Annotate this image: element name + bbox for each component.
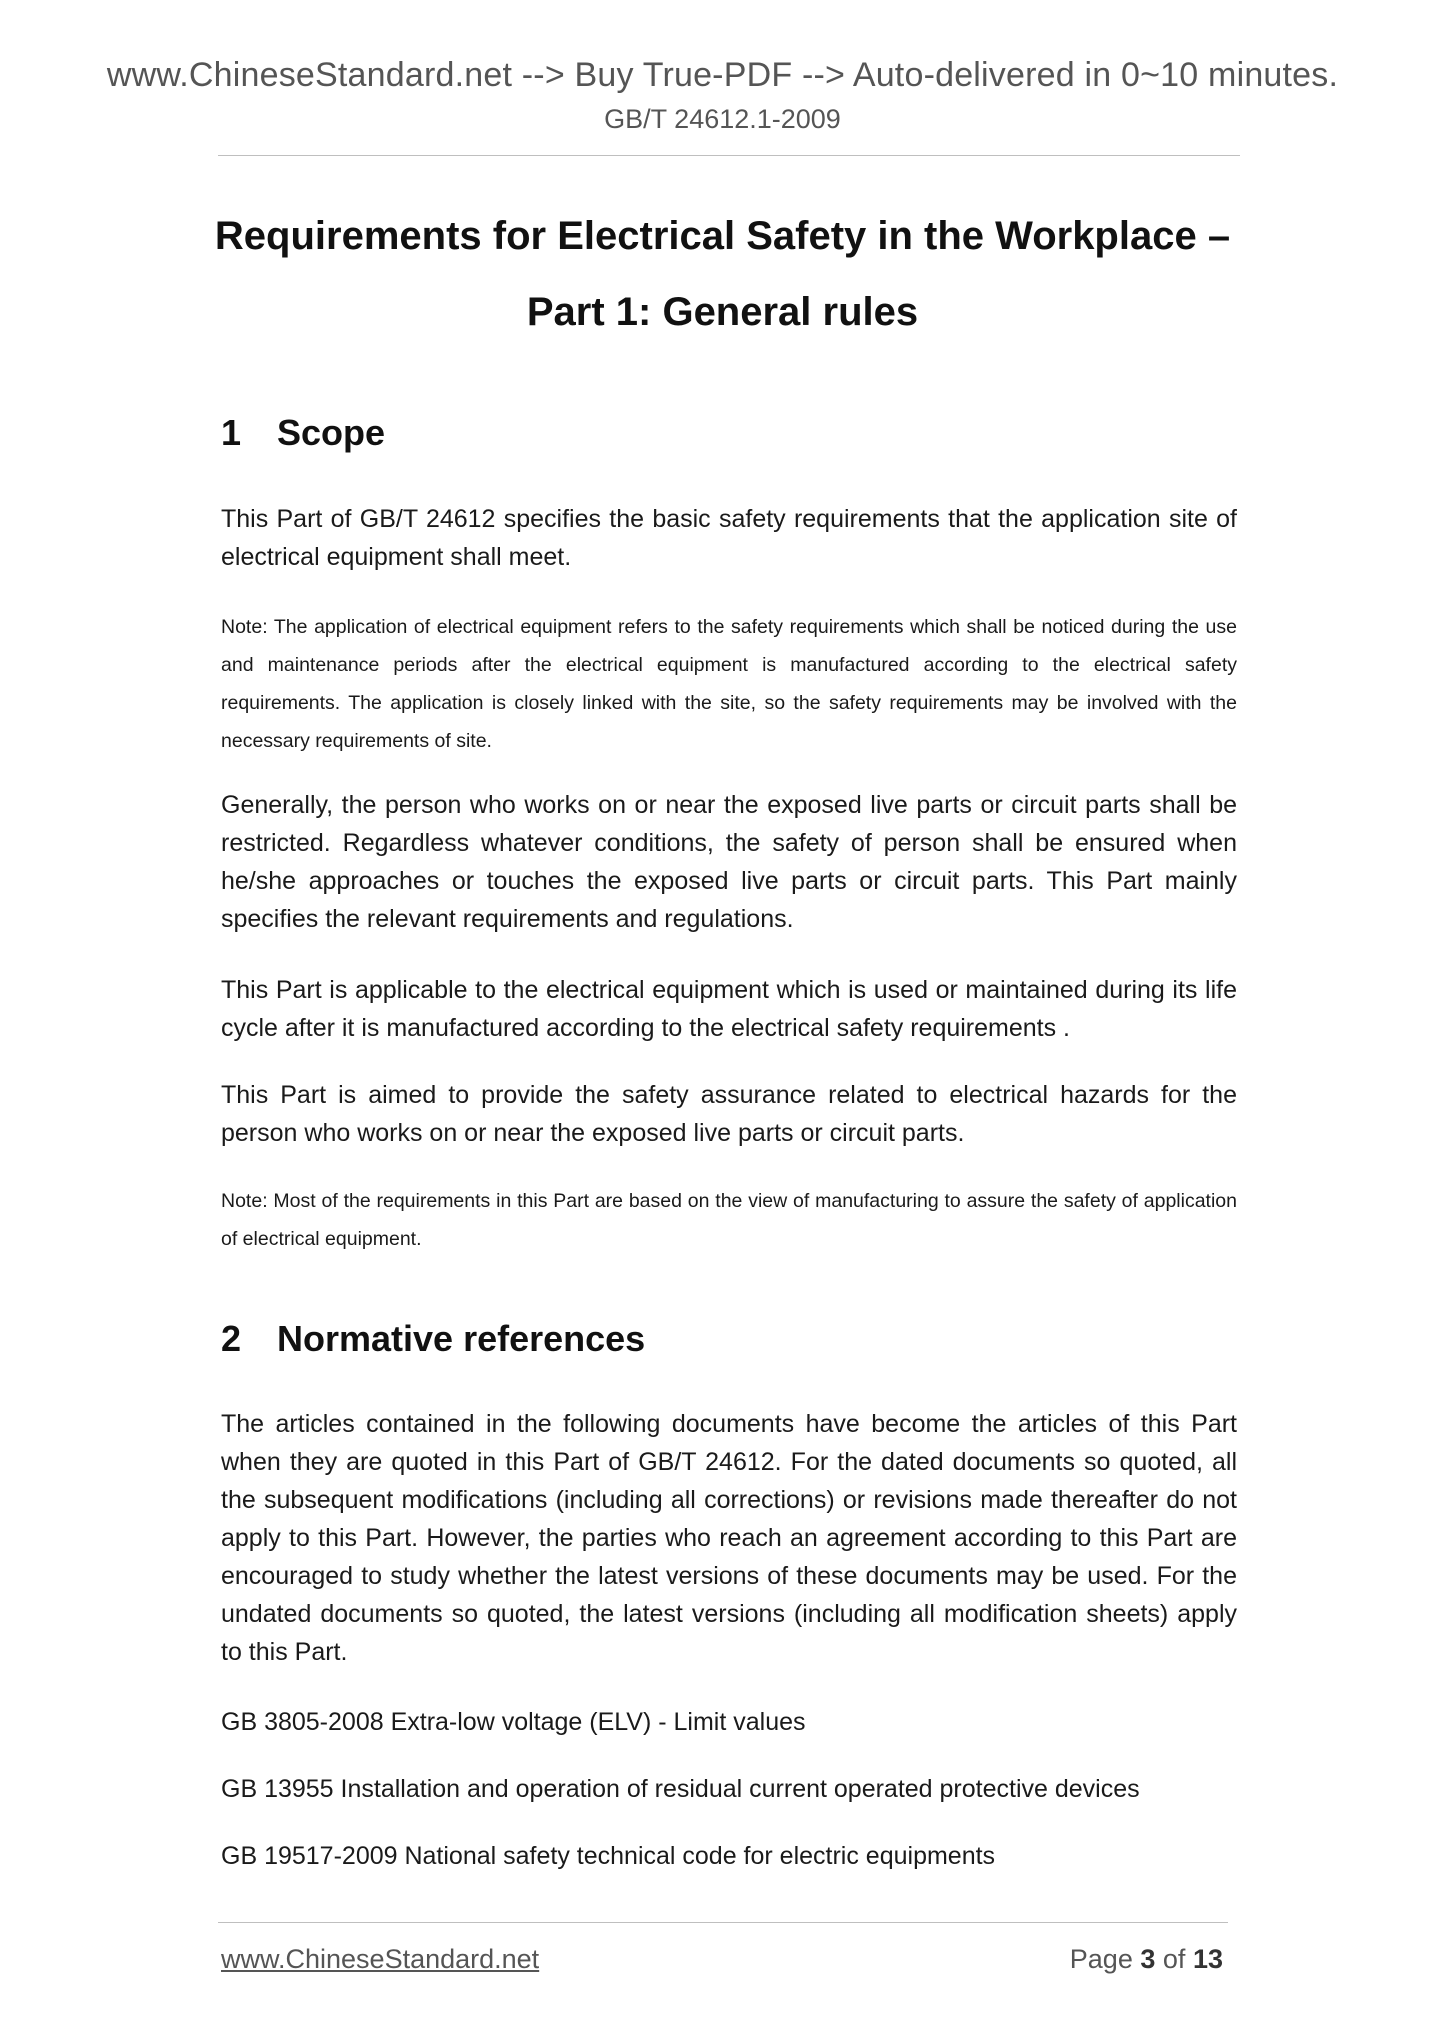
footer-website-link[interactable]: www.ChineseStandard.net bbox=[221, 1944, 540, 1974]
reference-item: GB 3805-2008 Extra-low voltage (ELV) - Limit values bbox=[221, 1708, 806, 1736]
section-1-number: 1 bbox=[221, 412, 242, 453]
scope-paragraph-3: This Part is applicable to the electrical equipment which is used or maintained during its life cycle after it is manufactured according to the electrical safety requirements . bbox=[221, 976, 1237, 1042]
page-indicator bbox=[1070, 1944, 1223, 1975]
footer-divider bbox=[218, 1922, 1228, 1923]
header-standard-code: GB/T 24612.1-2009 bbox=[604, 104, 841, 134]
section-2-heading bbox=[221, 1318, 645, 1360]
scope-note-2: Note: Most of the requirements in this Part are based on the view of manufacturing to assure the safety of application of electrical equipment. bbox=[221, 1190, 1237, 1250]
page-label: Page bbox=[1069, 1944, 1133, 1974]
document-title-line2: Part 1: General rules bbox=[526, 290, 919, 334]
header-divider bbox=[218, 155, 1240, 156]
section-2-title: Normative references bbox=[277, 1318, 646, 1359]
scope-paragraph-1: This Part of GB/T 24612 specifies the basic safety requirements that the application site of electrical equipment shall meet. bbox=[221, 505, 1237, 571]
section-2-number: 2 bbox=[221, 1318, 242, 1359]
total-pages-number: 13 bbox=[1192, 1944, 1223, 1974]
section-1-heading bbox=[221, 412, 385, 454]
normative-references-paragraph: The articles contained in the following documents have become the articles of this Part when they are quoted in this Part of GB/T 24612. For the dated documents so quoted, all the subsequent modifications (including all corrections) or revisions made thereafter do not apply to this Part. However, the parties who reach an agreement according to this Part are encouraged to study whether the latest versions of these documents may be used. For the undated documents so quoted, the latest versions (including all modification sheets) apply to this Part. bbox=[221, 1410, 1237, 1666]
reference-item: GB 13955 Installation and operation of residual current operated protective devices bbox=[221, 1775, 1140, 1803]
document-title-line1: Requirements for Electrical Safety in the Workplace – bbox=[214, 214, 1231, 258]
scope-paragraph-4: This Part is aimed to provide the safety assurance related to electrical hazards for the person who works on or near the exposed live parts or circuit parts. bbox=[221, 1081, 1237, 1147]
current-page-number: 3 bbox=[1140, 1944, 1156, 1974]
scope-note-1: Note: The application of electrical equipment refers to the safety requirements which shall be noticed during the use and maintenance periods after the electrical equipment is manufactured according to the electrical safety requirements. The application is closely linked with the site, so the safety requirements may be involved with the necessary requirements of site. bbox=[221, 616, 1237, 752]
section-1-title: Scope bbox=[277, 412, 386, 453]
page-of-label: of bbox=[1162, 1944, 1186, 1974]
scope-paragraph-2: Generally, the person who works on or near the exposed live parts or circuit parts shall be restricted. Regardless whatever conditions, the safety of person shall be ensured when he/she approaches or touches the exposed live parts or circuit parts. This Part mainly specifies the relevant requirements and regulations. bbox=[221, 791, 1237, 933]
reference-item: GB 19517-2009 National safety technical code for electric equipments bbox=[221, 1842, 996, 1870]
header-banner: www.ChineseStandard.net --> Buy True-PDF --> Auto-delivered in 0~10 minutes. bbox=[106, 56, 1339, 94]
